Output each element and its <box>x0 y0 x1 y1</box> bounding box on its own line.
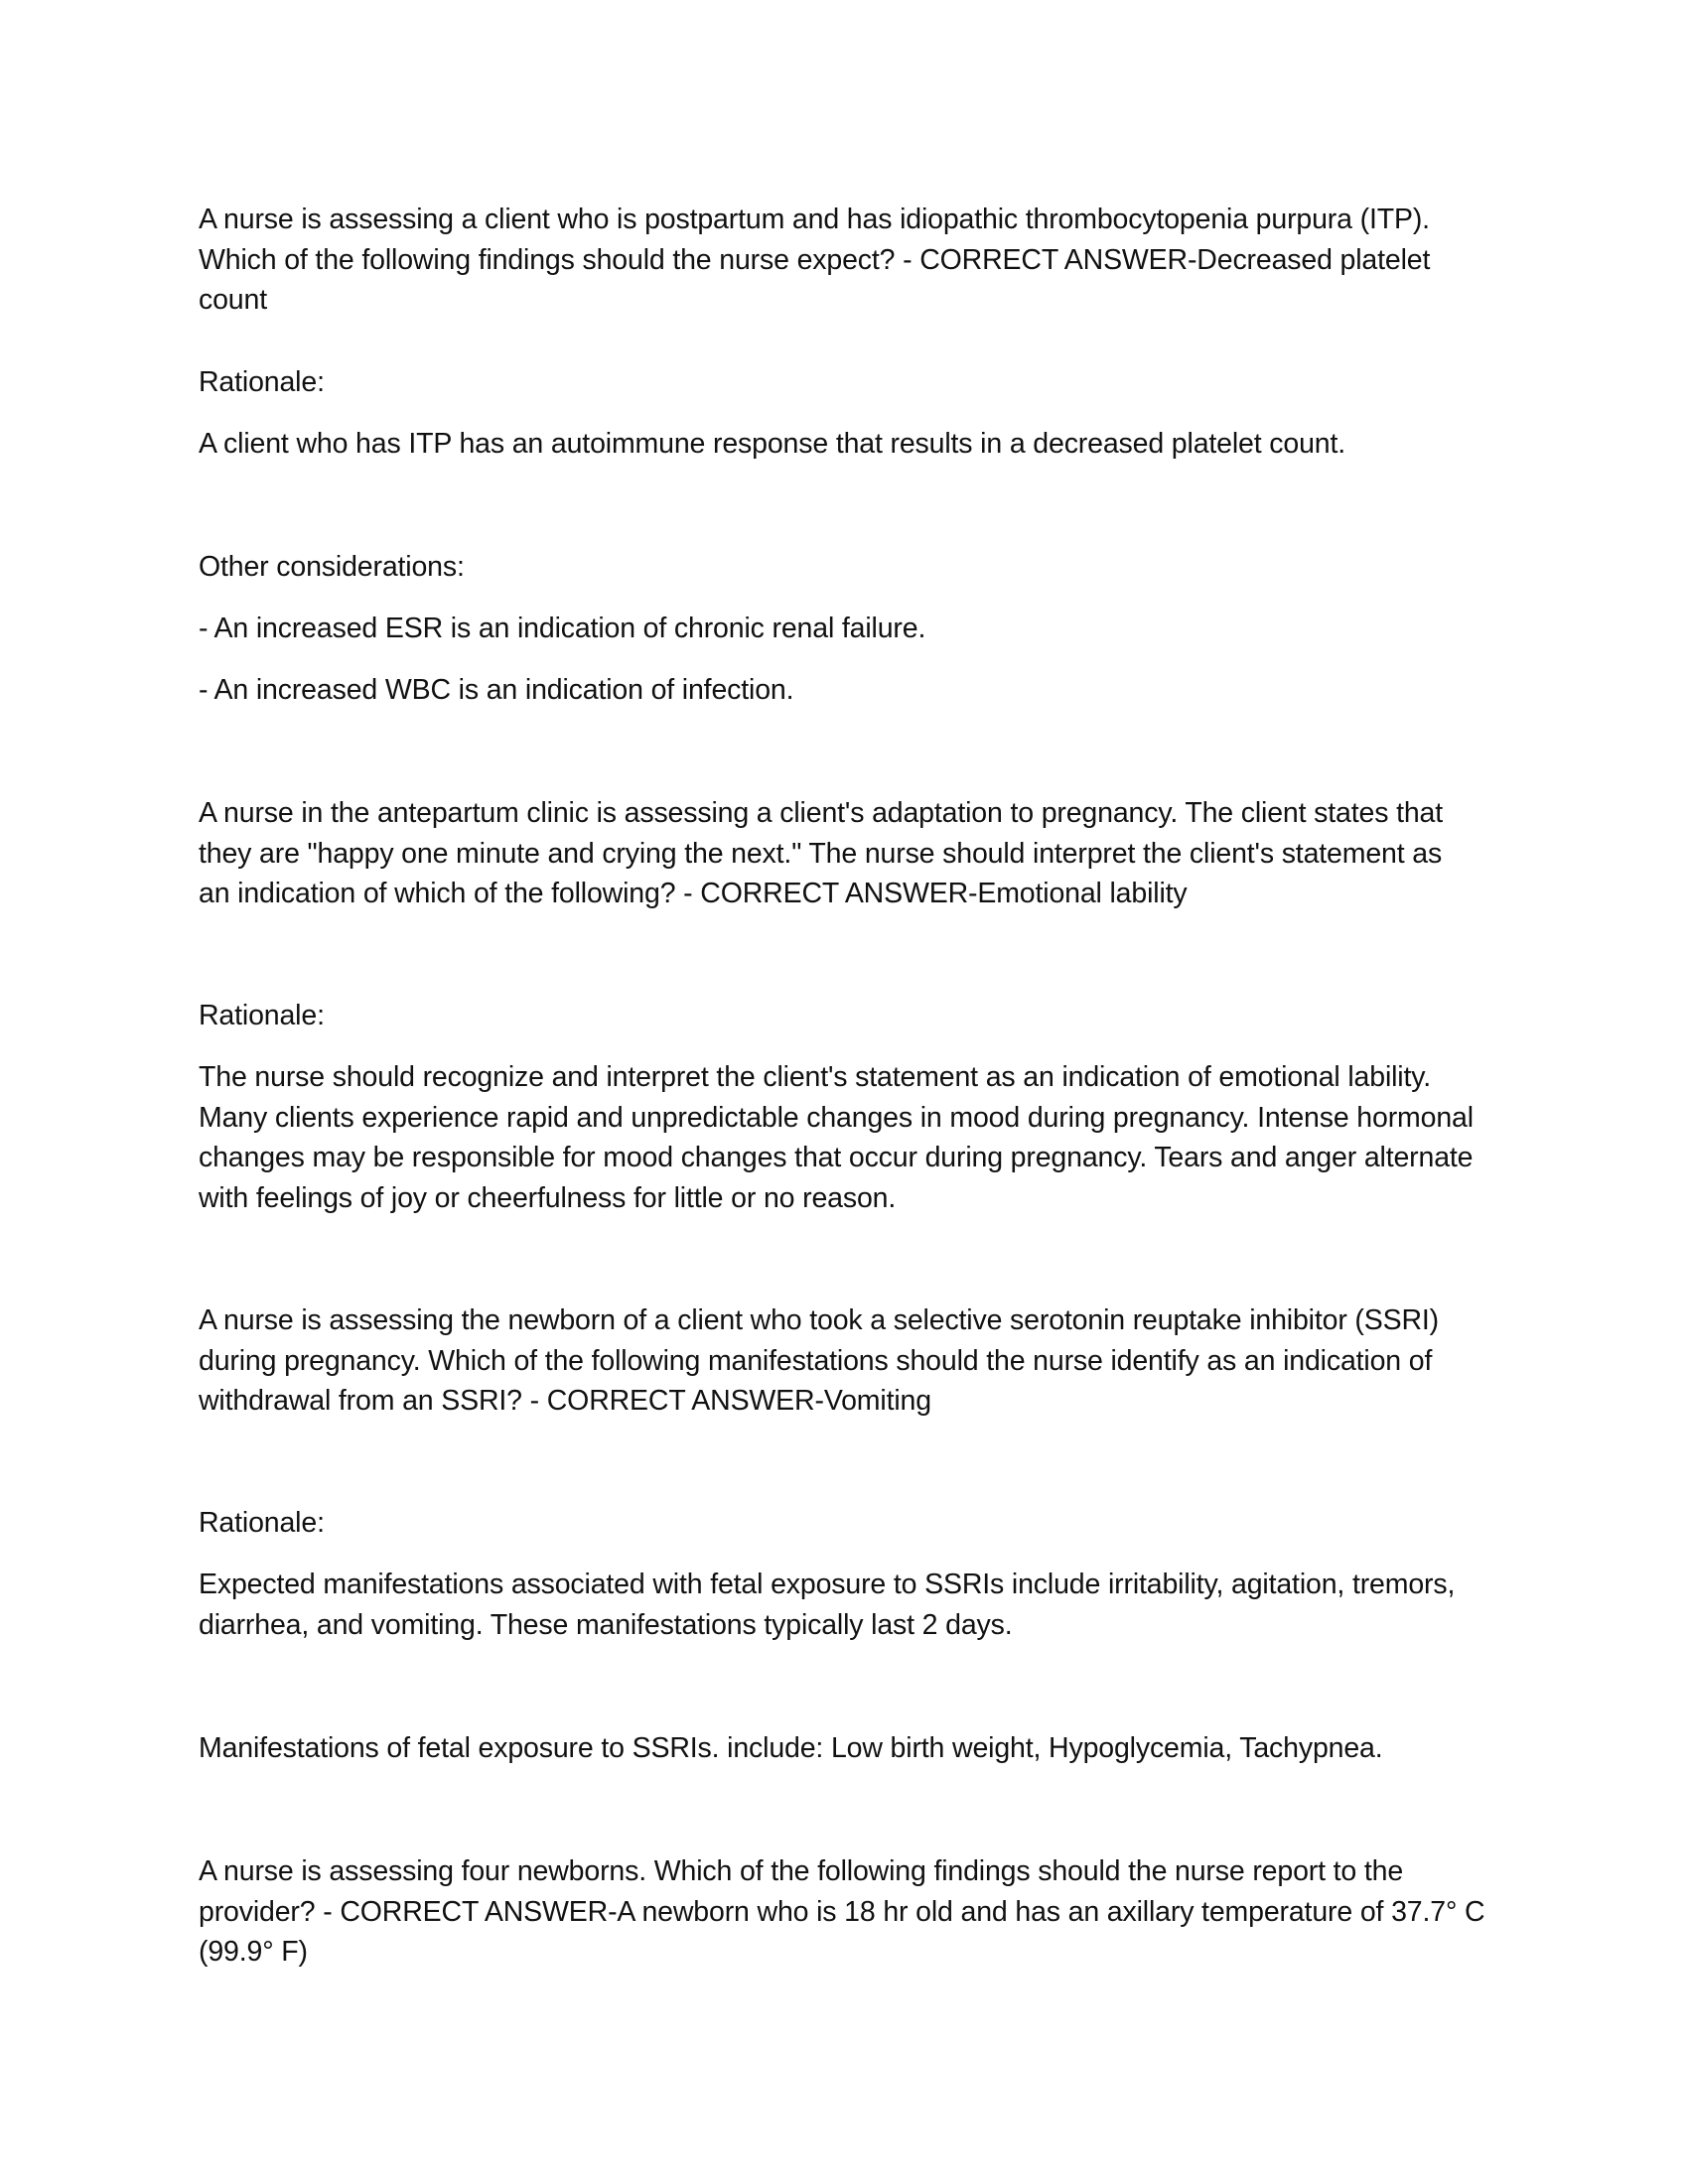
question-2: A nurse in the antepartum clinic is assessing a client's adaptation to pregnancy. The client states that they are "happy one minute and crying the next." The nurse should interpret the client's statement as an indication of which of the following? - CORRECT ANSWER-Emotional lability <box>199 797 1444 909</box>
rationale-3: Expected manifestations associated with fetal exposure to SSRIs include irritability, agitation, tremors, diarrhea, and vomiting. These manifestations typically last 2 days. <box>199 1569 1456 1641</box>
rationale-label-1: Rationale: <box>199 366 325 398</box>
question-3: A nurse is assessing the newborn of a client who took a selective serotonin reuptake inhibitor (SSRI) during pregnancy. Which of the following manifestations should the nurse identify as an indication of withdrawal from an SSRI? - CORRECT ANSWER-Vomiting <box>199 1304 1440 1417</box>
other-consideration-2: - An increased WBC is an indication of infection. <box>199 674 794 706</box>
other-consideration-1: - An increased ESR is an indication of chronic renal failure. <box>199 613 926 644</box>
rationale-label-3: Rationale: <box>199 1507 325 1539</box>
rationale-1: A client who has ITP has an autoimmune response that results in a decreased platelet count. <box>199 428 1346 460</box>
ssri-manifestations: Manifestations of fetal exposure to SSRIs. include: Low birth weight, Hypoglycemia, Tachypnea. <box>199 1732 1383 1764</box>
question-1: A nurse is assessing a client who is postpartum and has idiopathic thrombocytopenia purpura (ITP). Which of the following findings should the nurse expect? - CORRECT ANSWER-Decreased platelet count <box>199 204 1431 316</box>
question-4: A nurse is assessing four newborns. Which of the following findings should the nurse report to the provider? - CORRECT ANSWER-A newborn who is 18 hr old and has an axillary temperature of 37.7° C (99.9° F) <box>199 1855 1485 1968</box>
other-considerations-label: Other considerations: <box>199 551 465 583</box>
rationale-2: The nurse should recognize and interpret the client's statement as an indication of emotional lability. Many clients experience rapid and unpredictable changes in mood during pregnancy. Intense hormonal changes may be responsible for mood changes that occur during pregnancy. Tears and anger alternate with feelings of joy or cheerfulness for little or no reason. <box>199 1061 1474 1214</box>
rationale-label-2: Rationale: <box>199 1000 325 1031</box>
